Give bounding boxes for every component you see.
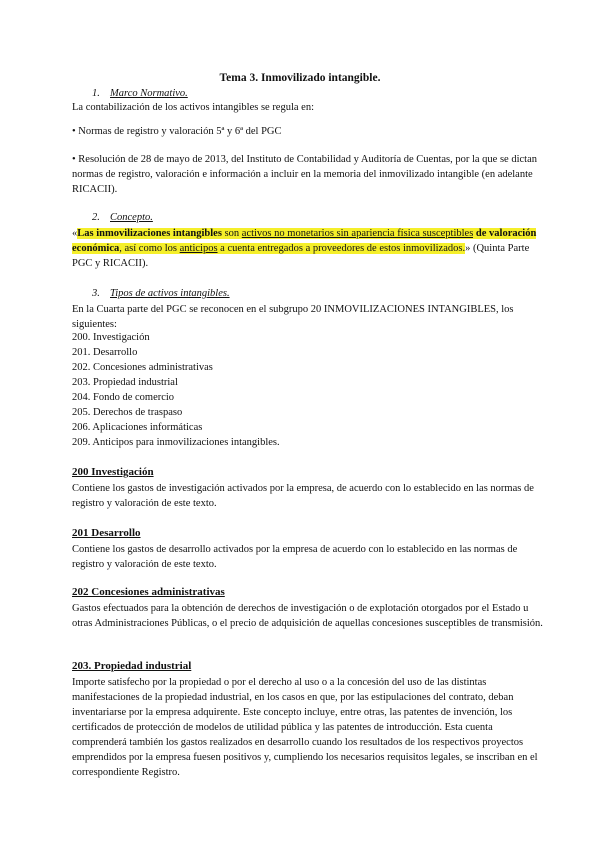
concepto-definition [72,226,550,271]
list-item: 204. Fondo de comercio [72,392,175,403]
highlight-underlined-text: activos no monetarios sin apariencia física susceptibles [241,228,474,239]
marco-bullet-2: • Resolución de 28 de mayo de 2013, del Instituto de Contabilidad y Auditoría de Cuentas, por la que se dictan normas de registro, valoración e información a incluir en la memoria del inmovilizado intangible (en adelante RICACII). [72,154,537,195]
account-text-202: Gastos efectuados para la obtención de derechos de investigación o de explotación otorgados por el Estado u otras Administraciones Públicas, o el precio de adquisición de aquellas concesiones susceptibles de transmisión. [72,603,543,629]
marco-intro: La contabilización de los activos intangibles se regula en: [72,102,315,113]
quote-close-source: » (Quinta Parte PGC y RICACII). [72,243,530,269]
highlight-term: Las inmovilizaciones intangibles [77,228,222,239]
account-heading-202: 202 Concesiones administrativas [72,586,225,598]
list-item: 209. Anticipos para inmovilizaciones intangibles. [72,437,280,448]
account-heading-203: 203. Propiedad industrial [72,660,192,672]
highlight-bold-text: de valoración económica [72,228,537,254]
list-item: 205. Derechos de traspaso [72,407,183,418]
section-heading-tipos [92,288,230,299]
highlight-text: son [221,228,242,239]
account-text-200: Contiene los gastos de investigación activados por la empresa, de acuerdo con lo establecido en las normas de registro y valoración de este texto. [72,483,534,509]
account-heading-200: 200 Investigación [72,466,154,478]
section-label: Tipos de activos intangibles. [110,288,230,299]
account-heading-201: 201 Desarrollo [72,527,141,539]
list-item: 203. Propiedad industrial [72,377,178,388]
list-item: 202. Concesiones administrativas [72,362,213,373]
section-number: 1. [92,88,100,99]
section-number: 2. [92,212,100,223]
list-item: 201. Desarrollo [72,347,138,358]
tipos-intro: En la Cuarta parte del PGC se reconocen en el subgrupo 20 INMOVILIZACIONES INTANGIBLES, los siguientes: [72,304,514,330]
section-label: Marco Normativo. [110,88,188,99]
section-number: 3. [92,288,100,299]
list-item: 206. Aplicaciones informáticas [72,422,203,433]
marco-bullet-1: • Normas de registro y valoración 5ª y 6ª del PGC [72,126,282,137]
quote-open: « [72,228,78,239]
account-text-203: Importe satisfecho por la propiedad o por el derecho al uso o a la concesión del uso de las distintas manifestaciones de la propiedad industrial, en los casos en que, por las estipulaciones del contrato, deban inventariarse por la empresa adquirente. Este concepto incluye, entre otras, las patentes de invención, los certificados de protección de modelos de utilidad pública y las patentes de introducción. Esta cuenta comprenderá también los gastos realizados en desarrollo cuando los resultados de los respectivos proyectos emprendidos por la empresa fuesen positivos y, cumpliendo los necesarios requisitos legales, se inscriban en el correspondiente Registro. [72,677,538,778]
section-heading-marco [92,88,188,99]
highlight-underlined-text: anticipos [179,243,218,254]
list-item: 200. Investigación [72,332,150,343]
highlight-text: , así como los [119,243,180,254]
highlight-text: a cuenta entregados a proveedores de estos inmovilizados. [217,243,466,254]
page-title: Tema 3. Inmovilizado intangible. [219,72,381,84]
section-label: Concepto. [110,212,153,223]
account-text-201: Contiene los gastos de desarrollo activados por la empresa de acuerdo con lo establecido en las normas de registro y valoración de este texto. [72,544,518,570]
section-heading-concepto [92,212,153,223]
